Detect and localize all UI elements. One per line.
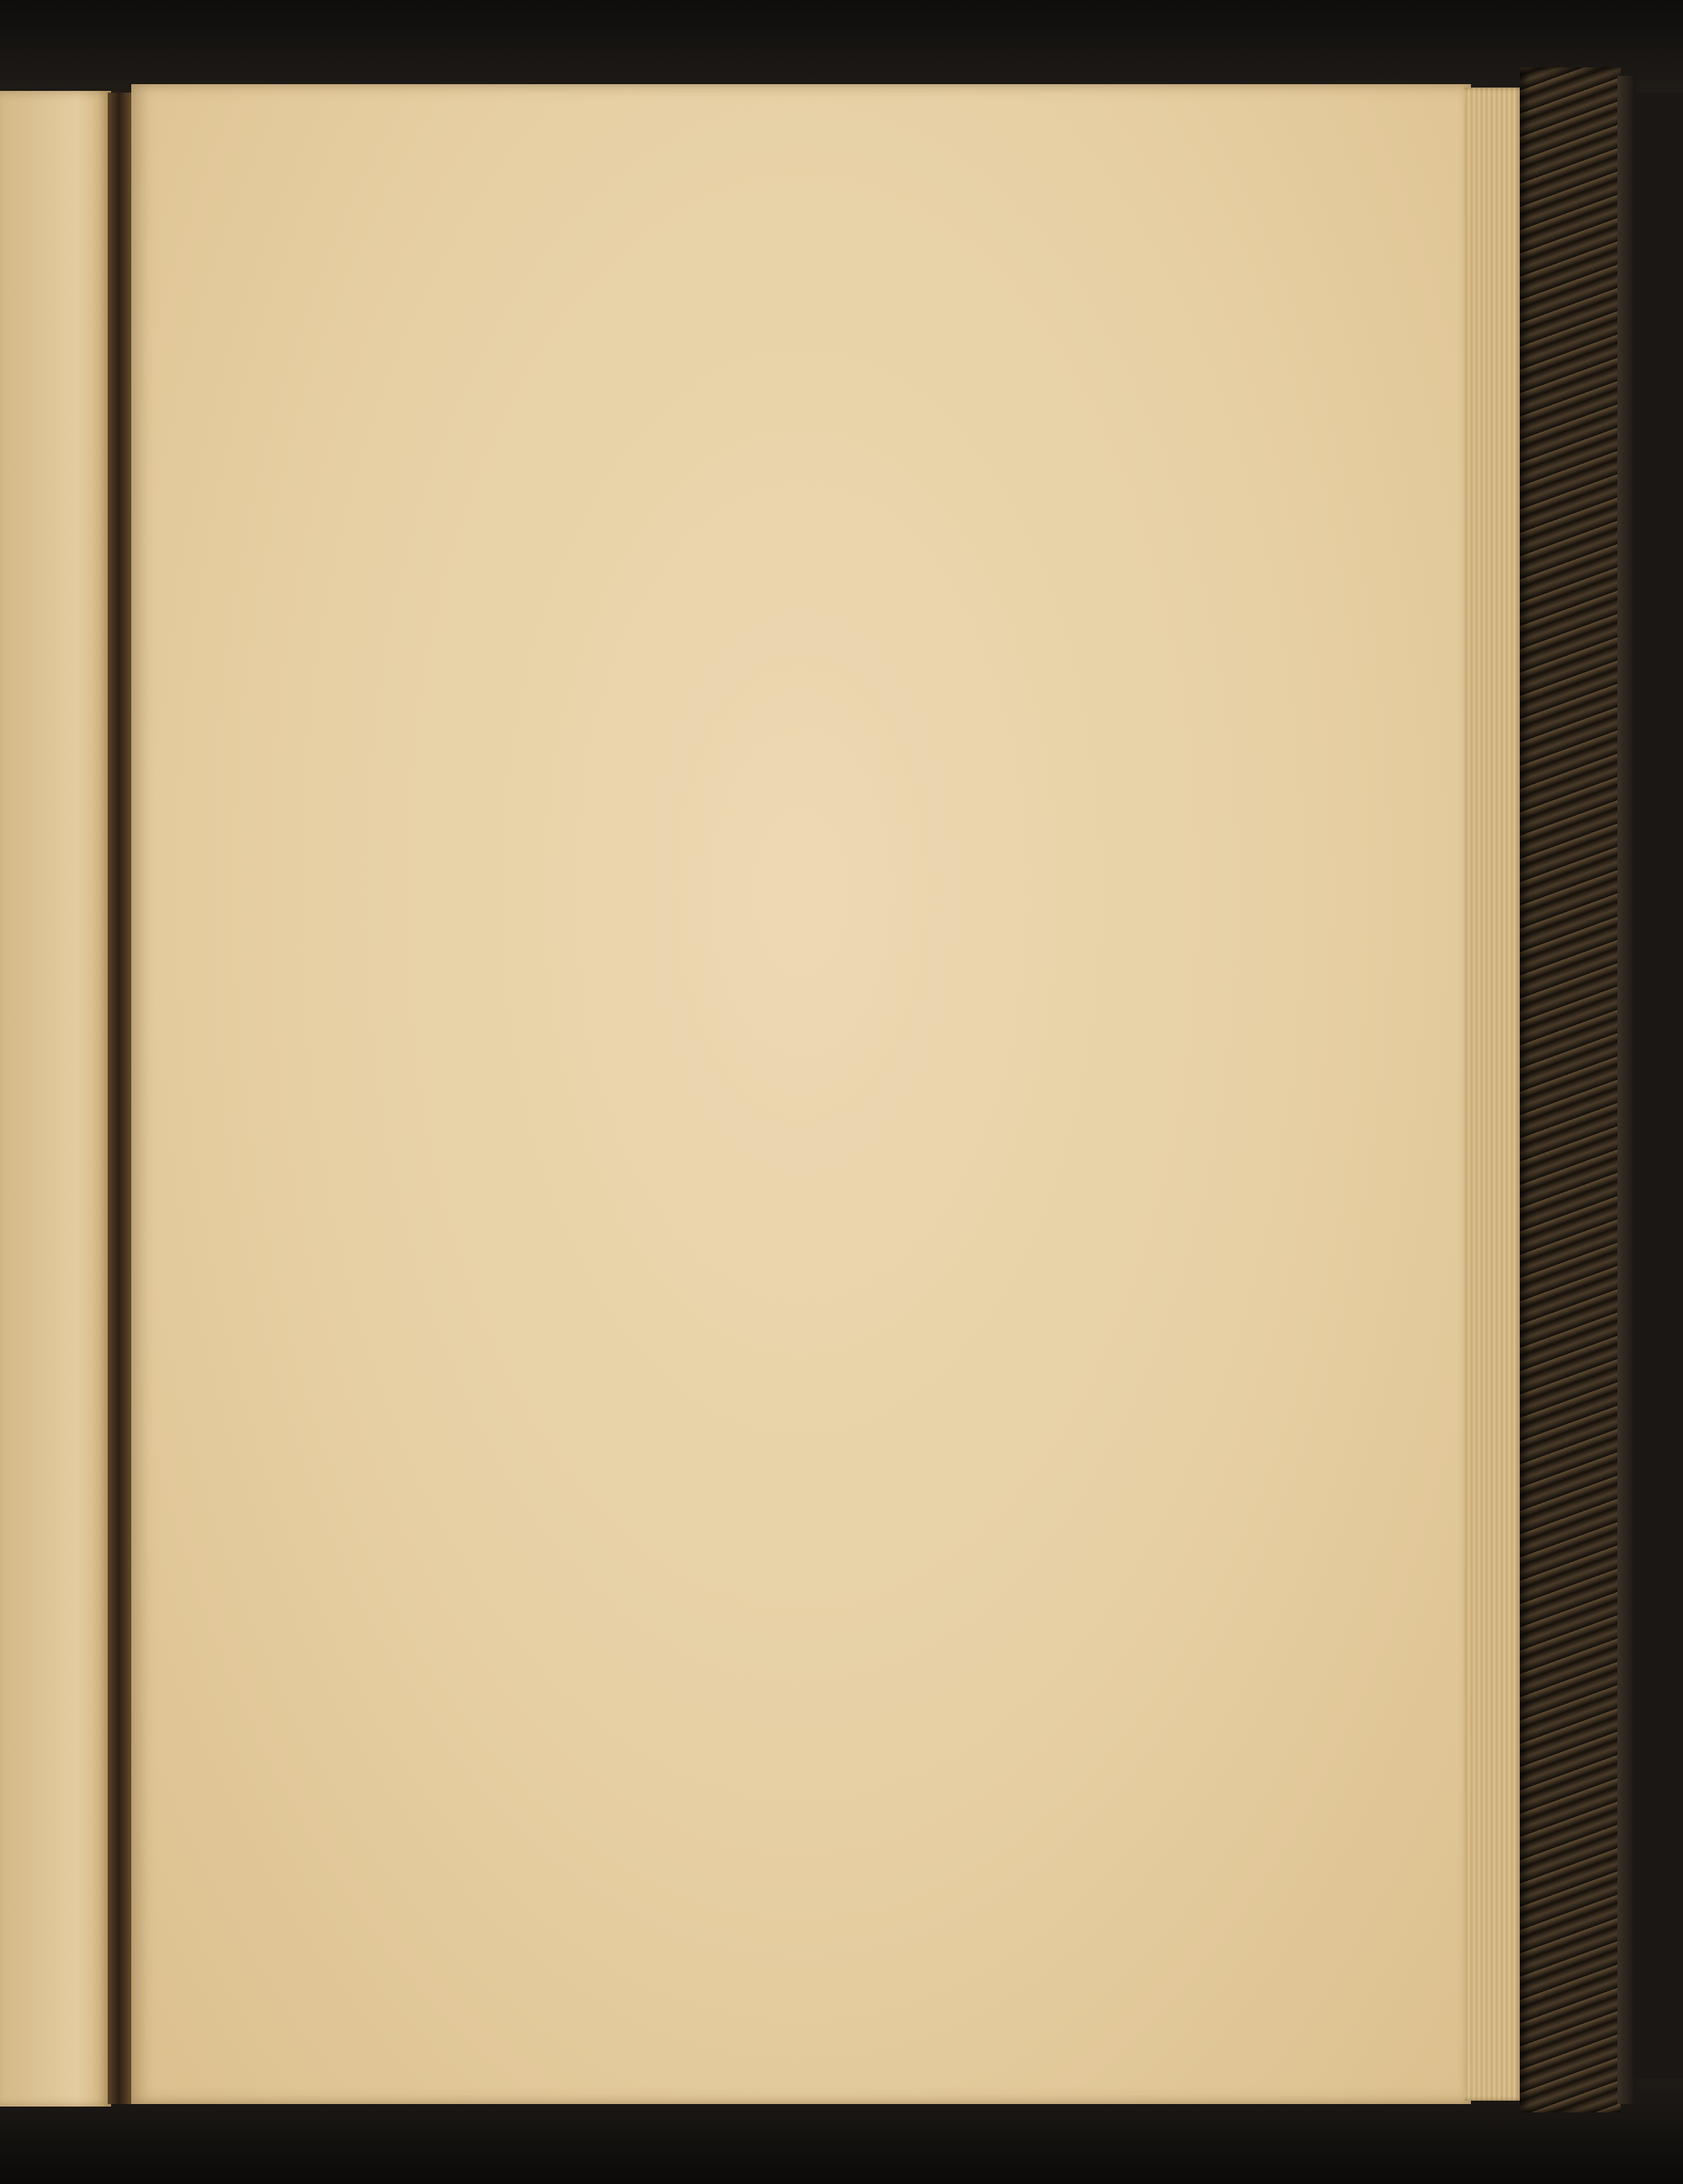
facing-page-edge — [0, 91, 111, 2107]
book-gutter — [108, 93, 133, 2104]
book-cover-edge — [1617, 76, 1636, 2104]
background-top — [0, 0, 1683, 93]
book-page — [131, 84, 1471, 2104]
page-stack-edges — [1464, 88, 1523, 2101]
book-cover-spine — [1520, 67, 1621, 2112]
